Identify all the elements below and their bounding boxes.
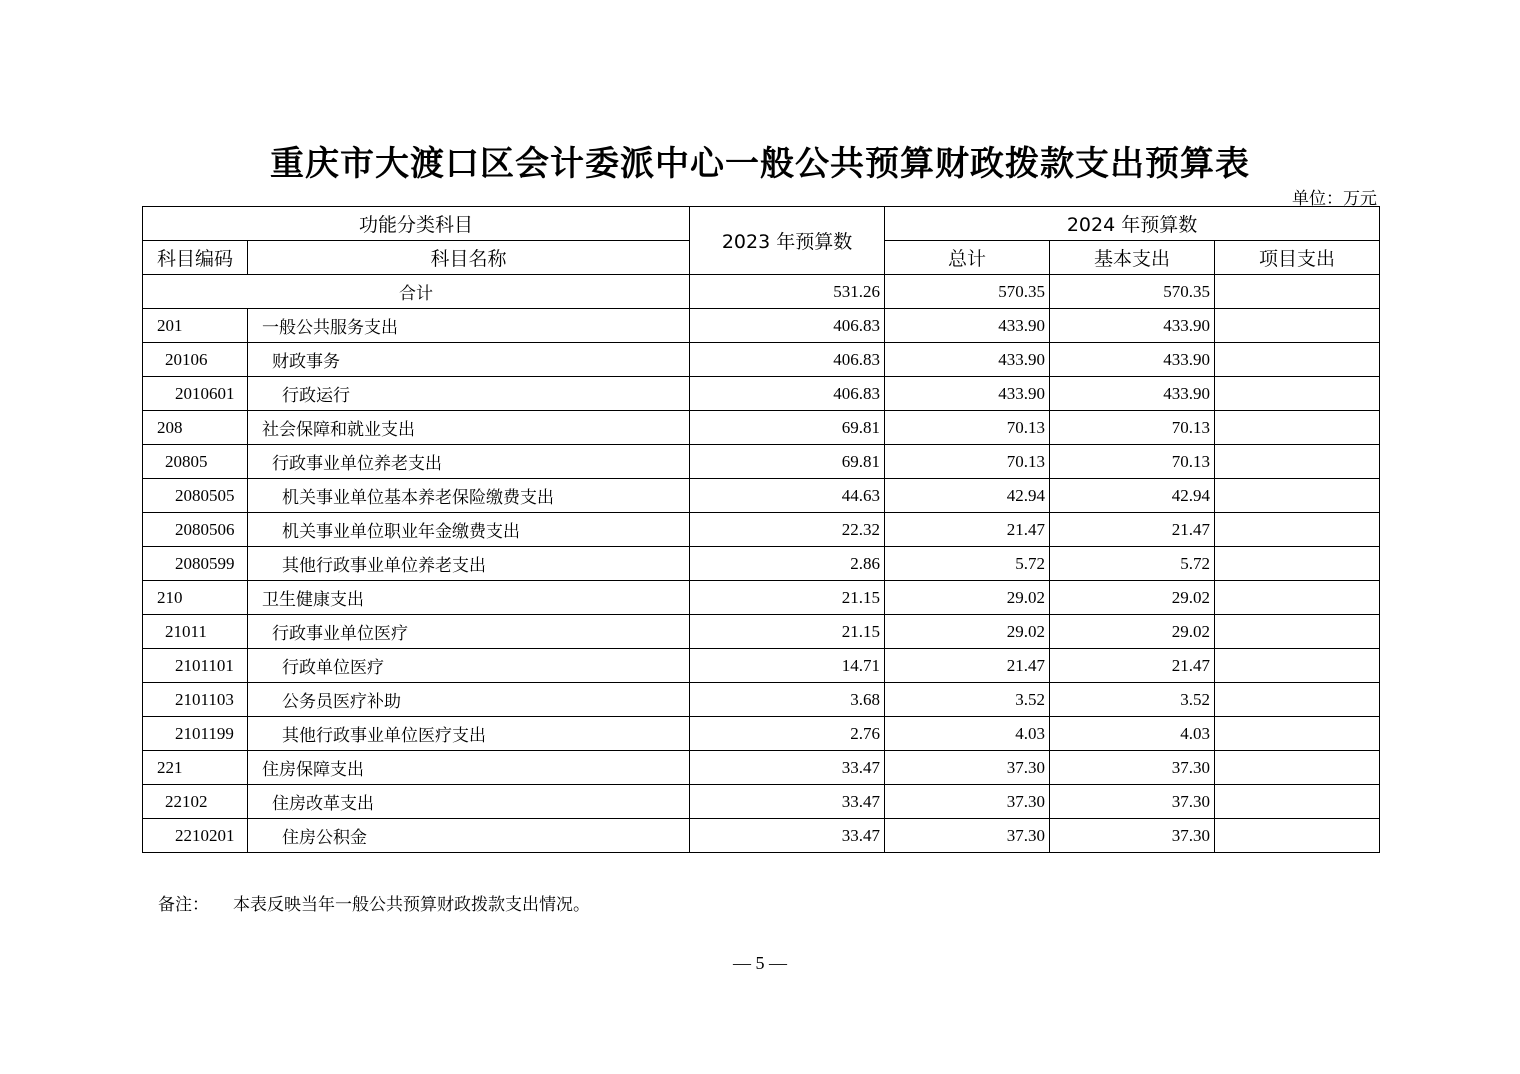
row-code: 2080505 bbox=[143, 479, 248, 513]
row-basic: 5.72 bbox=[1050, 547, 1215, 581]
row-name: 住房保障支出 bbox=[248, 751, 690, 785]
row-code: 22102 bbox=[143, 785, 248, 819]
row-2023: 406.83 bbox=[690, 309, 885, 343]
row-total: 37.30 bbox=[885, 819, 1050, 853]
row-2023: 21.15 bbox=[690, 581, 885, 615]
footnote-label: 备注： bbox=[158, 895, 209, 914]
row-basic: 433.90 bbox=[1050, 377, 1215, 411]
table-row bbox=[143, 717, 1380, 751]
row-code: 2080506 bbox=[143, 513, 248, 547]
row-code: 2010601 bbox=[143, 377, 248, 411]
row-2023: 14.71 bbox=[690, 649, 885, 683]
table-row bbox=[143, 615, 1380, 649]
header-row-1 bbox=[143, 207, 1380, 241]
row-name: 机关事业单位职业年金缴费支出 bbox=[248, 513, 690, 547]
row-basic: 21.47 bbox=[1050, 649, 1215, 683]
header-code: 科目编码 bbox=[143, 241, 248, 275]
row-name: 行政运行 bbox=[248, 377, 690, 411]
header-2024: 2024 年预算数 bbox=[885, 207, 1380, 241]
page-title: 重庆市大渡口区会计委派中心一般公共预算财政拨款支出预算表 bbox=[270, 144, 1250, 184]
total-row bbox=[143, 275, 1380, 309]
row-basic: 37.30 bbox=[1050, 785, 1215, 819]
footnote bbox=[158, 890, 590, 915]
row-code: 201 bbox=[143, 309, 248, 343]
row-basic: 3.52 bbox=[1050, 683, 1215, 717]
row-2023: 33.47 bbox=[690, 751, 885, 785]
row-total: 29.02 bbox=[885, 615, 1050, 649]
row-name: 卫生健康支出 bbox=[248, 581, 690, 615]
header-func-class: 功能分类科目 bbox=[143, 207, 690, 241]
row-project bbox=[1215, 819, 1380, 853]
row-2023: 21.15 bbox=[690, 615, 885, 649]
row-name: 行政事业单位医疗 bbox=[248, 615, 690, 649]
row-project bbox=[1215, 683, 1380, 717]
row-project bbox=[1215, 343, 1380, 377]
table-row bbox=[143, 649, 1380, 683]
row-total: 42.94 bbox=[885, 479, 1050, 513]
page-number: — 5 — bbox=[733, 953, 787, 973]
row-project bbox=[1215, 649, 1380, 683]
total-total: 570.35 bbox=[885, 275, 1050, 309]
row-project bbox=[1215, 411, 1380, 445]
row-2023: 69.81 bbox=[690, 411, 885, 445]
row-2023: 44.63 bbox=[690, 479, 885, 513]
row-code: 2101101 bbox=[143, 649, 248, 683]
table-row bbox=[143, 683, 1380, 717]
total-project bbox=[1215, 275, 1380, 309]
table-row bbox=[143, 479, 1380, 513]
row-2023: 22.32 bbox=[690, 513, 885, 547]
row-code: 210 bbox=[143, 581, 248, 615]
row-basic: 37.30 bbox=[1050, 751, 1215, 785]
row-code: 2101103 bbox=[143, 683, 248, 717]
row-total: 70.13 bbox=[885, 411, 1050, 445]
row-total: 5.72 bbox=[885, 547, 1050, 581]
row-total: 37.30 bbox=[885, 751, 1050, 785]
row-2023: 2.86 bbox=[690, 547, 885, 581]
table-row bbox=[143, 513, 1380, 547]
row-name: 其他行政事业单位养老支出 bbox=[248, 547, 690, 581]
row-project bbox=[1215, 547, 1380, 581]
row-code: 20106 bbox=[143, 343, 248, 377]
budget-table bbox=[142, 206, 1380, 853]
row-project bbox=[1215, 751, 1380, 785]
row-project bbox=[1215, 717, 1380, 751]
row-project bbox=[1215, 513, 1380, 547]
row-basic: 4.03 bbox=[1050, 717, 1215, 751]
row-project bbox=[1215, 309, 1380, 343]
row-2023: 69.81 bbox=[690, 445, 885, 479]
row-total: 433.90 bbox=[885, 343, 1050, 377]
footnote-text: 本表反映当年一般公共预算财政拨款支出情况。 bbox=[233, 895, 590, 914]
row-name: 住房公积金 bbox=[248, 819, 690, 853]
row-total: 3.52 bbox=[885, 683, 1050, 717]
row-code: 2080599 bbox=[143, 547, 248, 581]
row-code: 2210201 bbox=[143, 819, 248, 853]
row-basic: 29.02 bbox=[1050, 615, 1215, 649]
table-row bbox=[143, 343, 1380, 377]
row-code: 2101199 bbox=[143, 717, 248, 751]
table-row bbox=[143, 411, 1380, 445]
row-basic: 70.13 bbox=[1050, 411, 1215, 445]
row-total: 433.90 bbox=[885, 309, 1050, 343]
unit-label: 单位：万元 bbox=[1292, 189, 1377, 208]
row-name: 机关事业单位基本养老保险缴费支出 bbox=[248, 479, 690, 513]
table-row bbox=[143, 377, 1380, 411]
row-total: 433.90 bbox=[885, 377, 1050, 411]
row-2023: 406.83 bbox=[690, 377, 885, 411]
header-project: 项目支出 bbox=[1215, 241, 1380, 275]
row-basic: 29.02 bbox=[1050, 581, 1215, 615]
total-label: 合计 bbox=[143, 275, 690, 309]
row-total: 21.47 bbox=[885, 513, 1050, 547]
row-project bbox=[1215, 445, 1380, 479]
row-code: 20805 bbox=[143, 445, 248, 479]
row-2023: 33.47 bbox=[690, 819, 885, 853]
row-code: 208 bbox=[143, 411, 248, 445]
row-project bbox=[1215, 581, 1380, 615]
row-total: 21.47 bbox=[885, 649, 1050, 683]
row-total: 37.30 bbox=[885, 785, 1050, 819]
row-name: 社会保障和就业支出 bbox=[248, 411, 690, 445]
header-2023: 2023 年预算数 bbox=[690, 207, 885, 275]
total-2023: 531.26 bbox=[690, 275, 885, 309]
row-2023: 33.47 bbox=[690, 785, 885, 819]
row-basic: 21.47 bbox=[1050, 513, 1215, 547]
row-total: 4.03 bbox=[885, 717, 1050, 751]
header-name: 科目名称 bbox=[248, 241, 690, 275]
row-project bbox=[1215, 785, 1380, 819]
table-row bbox=[143, 819, 1380, 853]
row-basic: 70.13 bbox=[1050, 445, 1215, 479]
row-name: 住房改革支出 bbox=[248, 785, 690, 819]
row-name: 行政事业单位养老支出 bbox=[248, 445, 690, 479]
row-project bbox=[1215, 615, 1380, 649]
row-total: 29.02 bbox=[885, 581, 1050, 615]
row-name: 行政单位医疗 bbox=[248, 649, 690, 683]
row-name: 其他行政事业单位医疗支出 bbox=[248, 717, 690, 751]
row-2023: 2.76 bbox=[690, 717, 885, 751]
row-2023: 406.83 bbox=[690, 343, 885, 377]
row-code: 221 bbox=[143, 751, 248, 785]
row-name: 一般公共服务支出 bbox=[248, 309, 690, 343]
table-row bbox=[143, 547, 1380, 581]
table-row bbox=[143, 581, 1380, 615]
row-basic: 433.90 bbox=[1050, 343, 1215, 377]
row-project bbox=[1215, 479, 1380, 513]
header-basic: 基本支出 bbox=[1050, 241, 1215, 275]
row-code: 21011 bbox=[143, 615, 248, 649]
row-name: 财政事务 bbox=[248, 343, 690, 377]
table-row bbox=[143, 785, 1380, 819]
table-row bbox=[143, 751, 1380, 785]
table-row bbox=[143, 445, 1380, 479]
table-row bbox=[143, 309, 1380, 343]
row-project bbox=[1215, 377, 1380, 411]
row-basic: 42.94 bbox=[1050, 479, 1215, 513]
row-total: 70.13 bbox=[885, 445, 1050, 479]
row-2023: 3.68 bbox=[690, 683, 885, 717]
row-basic: 433.90 bbox=[1050, 309, 1215, 343]
row-basic: 37.30 bbox=[1050, 819, 1215, 853]
header-total: 总计 bbox=[885, 241, 1050, 275]
total-basic: 570.35 bbox=[1050, 275, 1215, 309]
row-name: 公务员医疗补助 bbox=[248, 683, 690, 717]
